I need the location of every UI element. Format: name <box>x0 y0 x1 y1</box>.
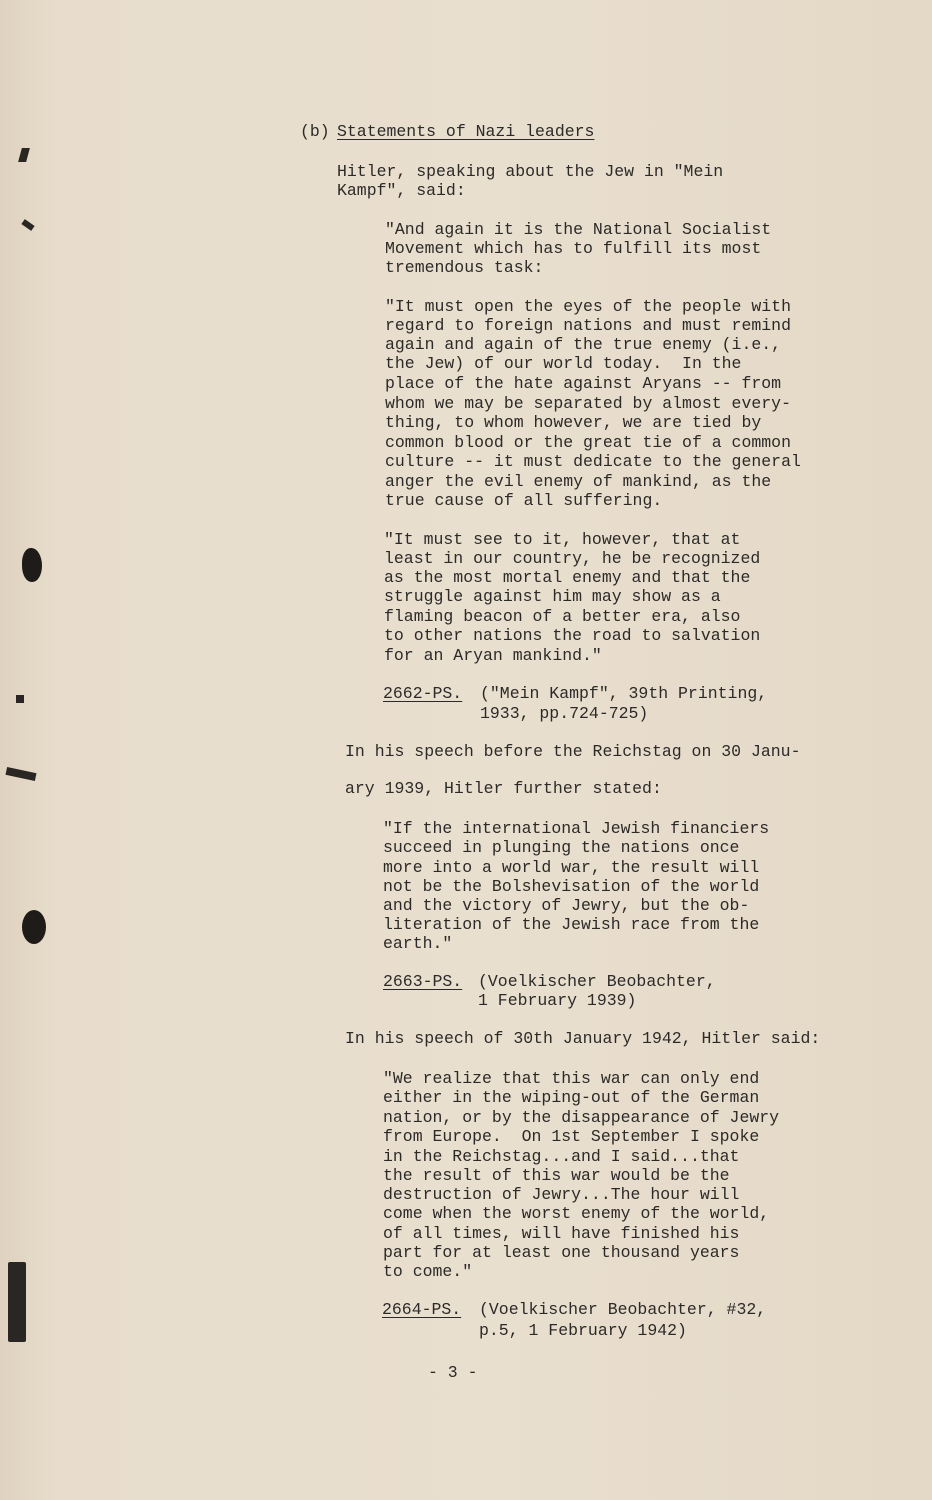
quote-line: from Europe. On 1st September I spoke <box>383 1127 760 1146</box>
quote-line: true cause of all suffering. <box>385 491 663 510</box>
quote-line: struggle against him may show as a <box>384 587 721 606</box>
quote-line: culture -- it must dedicate to the general <box>385 452 801 471</box>
quote-line: more into a world war, the result will <box>383 858 760 877</box>
quote-line: either in the wiping-out of the German <box>383 1088 760 1107</box>
edge-mark <box>8 1262 26 1342</box>
quote-line: "And again it is the National Socialist <box>385 220 772 239</box>
quote-line: flaming beacon of a better era, also <box>384 607 741 626</box>
quote-line: least in our country, he be recognized <box>384 549 761 568</box>
quote-line: as the most mortal enemy and that the <box>384 568 751 587</box>
quote-line: whom we may be separated by almost every- <box>385 394 791 413</box>
quote-line: anger the evil enemy of mankind, as the <box>385 472 772 491</box>
citation-source: p.5, 1 February 1942) <box>479 1321 687 1340</box>
quote-line: part for at least one thousand years <box>383 1243 740 1262</box>
quote-line: common blood or the great tie of a common <box>385 433 791 452</box>
edge-mark <box>16 695 24 703</box>
punch-hole-bottom <box>22 910 46 944</box>
citation-source: 1933, pp.724-725) <box>480 704 649 723</box>
quote-line: in the Reichstag...and I said...that <box>383 1147 740 1166</box>
quote-line: the result of this war would be the <box>383 1166 730 1185</box>
quote-line: come when the worst enemy of the world, <box>383 1204 770 1223</box>
section-label: (b) <box>300 122 330 141</box>
quote-line: earth." <box>383 934 453 953</box>
intro-line: Kampf", said: <box>337 181 466 200</box>
intro-line: Hitler, speaking about the Jew in "Mein <box>337 162 724 181</box>
document-reference: 2664-PS. <box>382 1300 462 1319</box>
quote-line: Movement which has to fulfill its most <box>385 239 762 258</box>
quote-line: not be the Bolshevisation of the world <box>383 877 760 896</box>
quote-line: regard to foreign nations and must remind <box>385 316 791 335</box>
edge-mark <box>18 148 30 162</box>
intro-line: ary 1939, Hitler further stated: <box>345 779 662 798</box>
quote-line: destruction of Jewry...The hour will <box>383 1185 740 1204</box>
quote-line: again and again of the true enemy (i.e., <box>385 335 782 354</box>
edge-mark <box>5 767 36 781</box>
quote-line: and the victory of Jewry, but the ob- <box>383 896 750 915</box>
quote-line: place of the hate against Aryans -- from <box>385 374 782 393</box>
citation-source: (Voelkischer Beobachter, #32, <box>479 1300 767 1319</box>
punch-hole-top <box>22 548 42 582</box>
quote-line: succeed in plunging the nations once <box>383 838 740 857</box>
section-heading: Statements of Nazi leaders <box>337 122 595 141</box>
document-reference: 2663-PS. <box>383 972 463 991</box>
citation-source: ("Mein Kampf", 39th Printing, <box>480 684 768 703</box>
citation-source: (Voelkischer Beobachter, <box>478 972 716 991</box>
quote-line: to come." <box>383 1262 473 1281</box>
quote-line: of all times, will have finished his <box>383 1224 740 1243</box>
intro-line: In his speech before the Reichstag on 30 Janu- <box>345 742 801 761</box>
quote-line: "We realize that this war can only end <box>383 1069 760 1088</box>
quote-line: thing, to whom however, we are tied by <box>385 413 762 432</box>
document-reference: 2662-PS. <box>383 684 463 703</box>
quote-line: "It must open the eyes of the people with <box>385 297 791 316</box>
quote-line: "If the international Jewish financiers <box>383 819 770 838</box>
quote-line: tremendous task: <box>385 258 544 277</box>
edge-mark <box>21 219 34 231</box>
quote-line: literation of the Jewish race from the <box>383 915 760 934</box>
quote-line: the Jew) of our world today. In the <box>385 354 742 373</box>
page-number: - 3 - <box>428 1363 478 1382</box>
quote-line: nation, or by the disappearance of Jewry <box>383 1108 780 1127</box>
quote-line: for an Aryan mankind." <box>384 646 602 665</box>
quote-line: to other nations the road to salvation <box>384 626 761 645</box>
citation-source: 1 February 1939) <box>478 991 637 1010</box>
intro-line: In his speech of 30th January 1942, Hitler said: <box>345 1029 821 1048</box>
quote-line: "It must see to it, however, that at <box>384 530 741 549</box>
